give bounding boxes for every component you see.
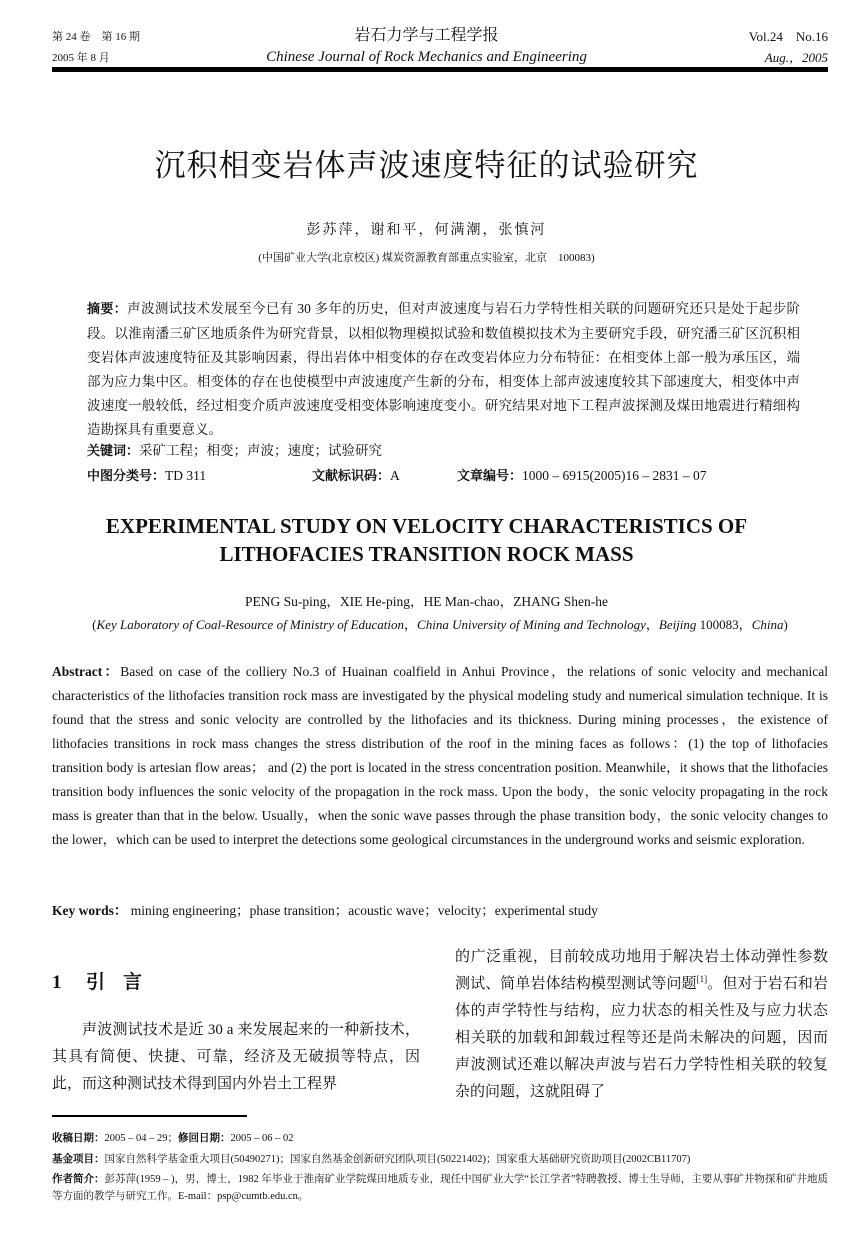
clc-value: TD 311 <box>165 468 207 483</box>
doc-code-label: 文献标识码： <box>312 469 391 484</box>
fund-label: 基金项目： <box>52 1153 105 1165</box>
doc-code-value: A <box>390 468 400 483</box>
affiliation-university: China University of Mining and Technology <box>417 617 646 632</box>
date-cn: 2005 年 8 月 <box>52 52 110 64</box>
clc-code <box>87 466 206 487</box>
abstract-cn <box>87 297 800 442</box>
paper-title-en-line1: EXPERIMENTAL STUDY ON VELOCITY CHARACTERISTICS OF <box>105 514 748 538</box>
keywords-en-label: Key words： <box>52 903 128 918</box>
article-number <box>457 466 707 487</box>
paper-title-cn: 沉积相变岩体声波速度特征的试验研究 <box>154 148 699 184</box>
bio-value: 彭苏萍(1959 – )，男，博士，1982 年毕业于淮南矿业学院煤田地质专业，现任中国矿业大学“长江学者”特聘教授、博士生导师，主要从事矿井物探和矿井地质等方面的教学与研究工作。E-mail：psp@cumtb.edu.cn。 <box>52 1174 829 1202</box>
bio-label: 作者简介： <box>52 1173 105 1185</box>
clc-label: 中图分类号： <box>87 469 166 484</box>
footnote-dates <box>52 1130 828 1147</box>
article-no-label: 文章编号： <box>457 469 523 484</box>
body-column-left: 声波测试技术是近 30 a 来发展起来的一种新技术，其具有简便、快捷、可靠，经济及无破损等特点，因此，而这种测试技术得到国内外岩土工程界 <box>52 1022 420 1092</box>
received-value: 2005 – 04 – 29； <box>104 1133 178 1144</box>
keywords-cn <box>87 441 800 462</box>
paper-title-en-line2: LITHOFACIES TRANSITION ROCK MASS <box>219 542 634 566</box>
received-label: 收稿日期： <box>52 1132 105 1144</box>
revised-label: 修回日期： <box>178 1132 231 1144</box>
abstract-en-label: Abstract： <box>52 664 121 679</box>
keywords-cn-text: 采矿工程；相变；声波；速度；试验研究 <box>139 443 383 458</box>
fund-value: 国家自然科学基金重大项目(50490271)；国家自然基金创新研究团队项目(50221402)；国家重大基础研究资助项目(2002CB11707) <box>104 1154 691 1165</box>
separator: ， <box>404 617 418 632</box>
body-column-right <box>455 944 828 1106</box>
affiliation-lab: Key Laboratory of Coal-Resource of Ministry of Education <box>96 617 405 632</box>
citation-ref[interactable]: [1] <box>696 974 708 984</box>
volume-issue-cn: 第 24 卷 第 16 期 <box>52 31 140 43</box>
volume-issue-en: Vol.24 No.16 <box>748 29 828 44</box>
abstract-cn-text: 声波测试技术发展至今已有 30 多年的历史，但对声波速度与岩石力学特性相关联的问题研究还只是处于起步阶段。以淮南潘三矿区地质条件为研究背景，以相似物理模拟试验和数值模拟技术为主要研究手段，研究潘三矿区沉积相变岩体声波速度特征及其影响因素，得出岩体中相变体的存在改变岩体应力分布特征：在相变体上部一般为承压区，端部为应力集中区。相变体的存在也使模型中声波速度产生新的分布，相变体上部声波速度较其下部速度大，相变体中声波速度一般较低，经过相变介质声波速度受相变体影响速度变小。研究结果对地下工程声波探测及煤田地震进行精细构造勘探具有重要意义。 <box>87 301 800 437</box>
affiliation-cn: (中国矿业大学(北京校区) 煤炭资源教育部重点实验室，北京 100083) <box>258 252 595 264</box>
journal-title-cn: 岩石力学与工程学报 <box>354 27 499 44</box>
paper-title-en <box>0 512 853 568</box>
keywords-cn-label: 关键词： <box>87 444 140 459</box>
journal-title-en: Chinese Journal of Rock Mechanics and Engineering <box>266 49 587 65</box>
abstract-en <box>52 660 828 852</box>
affiliation-en <box>52 616 828 634</box>
keywords-en-text: mining engineering；phase transition；acoustic wave；velocity；experimental study <box>130 903 598 918</box>
body-right-text-1: 的广泛重视，目前较成功地用于解决岩土体动弹性参数测试、简单岩体结构模型测试等问题 <box>455 949 828 992</box>
authors-cn: 彭苏萍，谢和平，何满潮，张慎河 <box>306 223 547 238</box>
abstract-cn-label: 摘要： <box>87 302 128 317</box>
paren-close: ) <box>783 617 788 632</box>
separator: ， <box>645 617 659 632</box>
article-no-value: 1000 – 6915(2005)16 – 2831 – 07 <box>522 468 707 483</box>
footnote-rule <box>52 1115 247 1117</box>
keywords-en <box>52 901 828 921</box>
abstract-en-text: Based on case of the colliery No.3 of Huainan coalfield in Anhui Province，the relations of sonic velocity and mechanical characteristics of the lithofacies transition rock mass are investigated by the physical modeling study and numerical simulation technique. It is found that the stress and sonic velocity are controlled by the lithofacies and its thickness. During mining processes，the existence of lithofacies transitions in rock mass changes the stress distribution of the roof in the mining faces as follows：(1) the top of lithofacies transition body is artesian flow areas； and (2) the port is located in the stress concentration position. Meanwhile，it shows that the lithofacies transition body influences the sonic velocity of the propagation in the rock mass. Upon the body，the sonic velocity propagating in the rock mass is greater than that in the below. Usually，when the sonic wave passes through the phase transition body，the sonic velocity changes to the lower，which can be used to interpret the detections some geological circumstances in the underground works and seismic exploration. <box>52 664 828 847</box>
document-code <box>312 466 400 487</box>
footnote-fund <box>52 1151 828 1168</box>
paren-open: ( <box>92 617 97 632</box>
affiliation-country: China <box>751 617 784 632</box>
authors-en: PENG Su-ping，XIE He-ping，HE Man-chao，ZHANG Shen-he <box>245 594 608 609</box>
section-heading <box>52 970 160 995</box>
header-rule <box>52 67 828 72</box>
affiliation-city: Beijing <box>658 617 697 632</box>
section-title: 引言 <box>86 971 161 993</box>
affiliation-postcode: 100083， <box>696 617 752 632</box>
section-number: 1 <box>52 972 62 993</box>
revised-value: 2005 – 06 – 02 <box>230 1133 294 1144</box>
date-en: Aug.，2005 <box>764 50 828 65</box>
footnote-bio <box>52 1171 828 1205</box>
body-right-text-2: 。但对于岩石和岩体的声学特性与结构，应力状态的相关性及与应力状态相关联的加载和卸载过程等还是尚未解决的问题，因而声波测试还难以解决声波与岩石力学特性相关联的较复杂的问题，这就阻碍了 <box>455 976 828 1100</box>
